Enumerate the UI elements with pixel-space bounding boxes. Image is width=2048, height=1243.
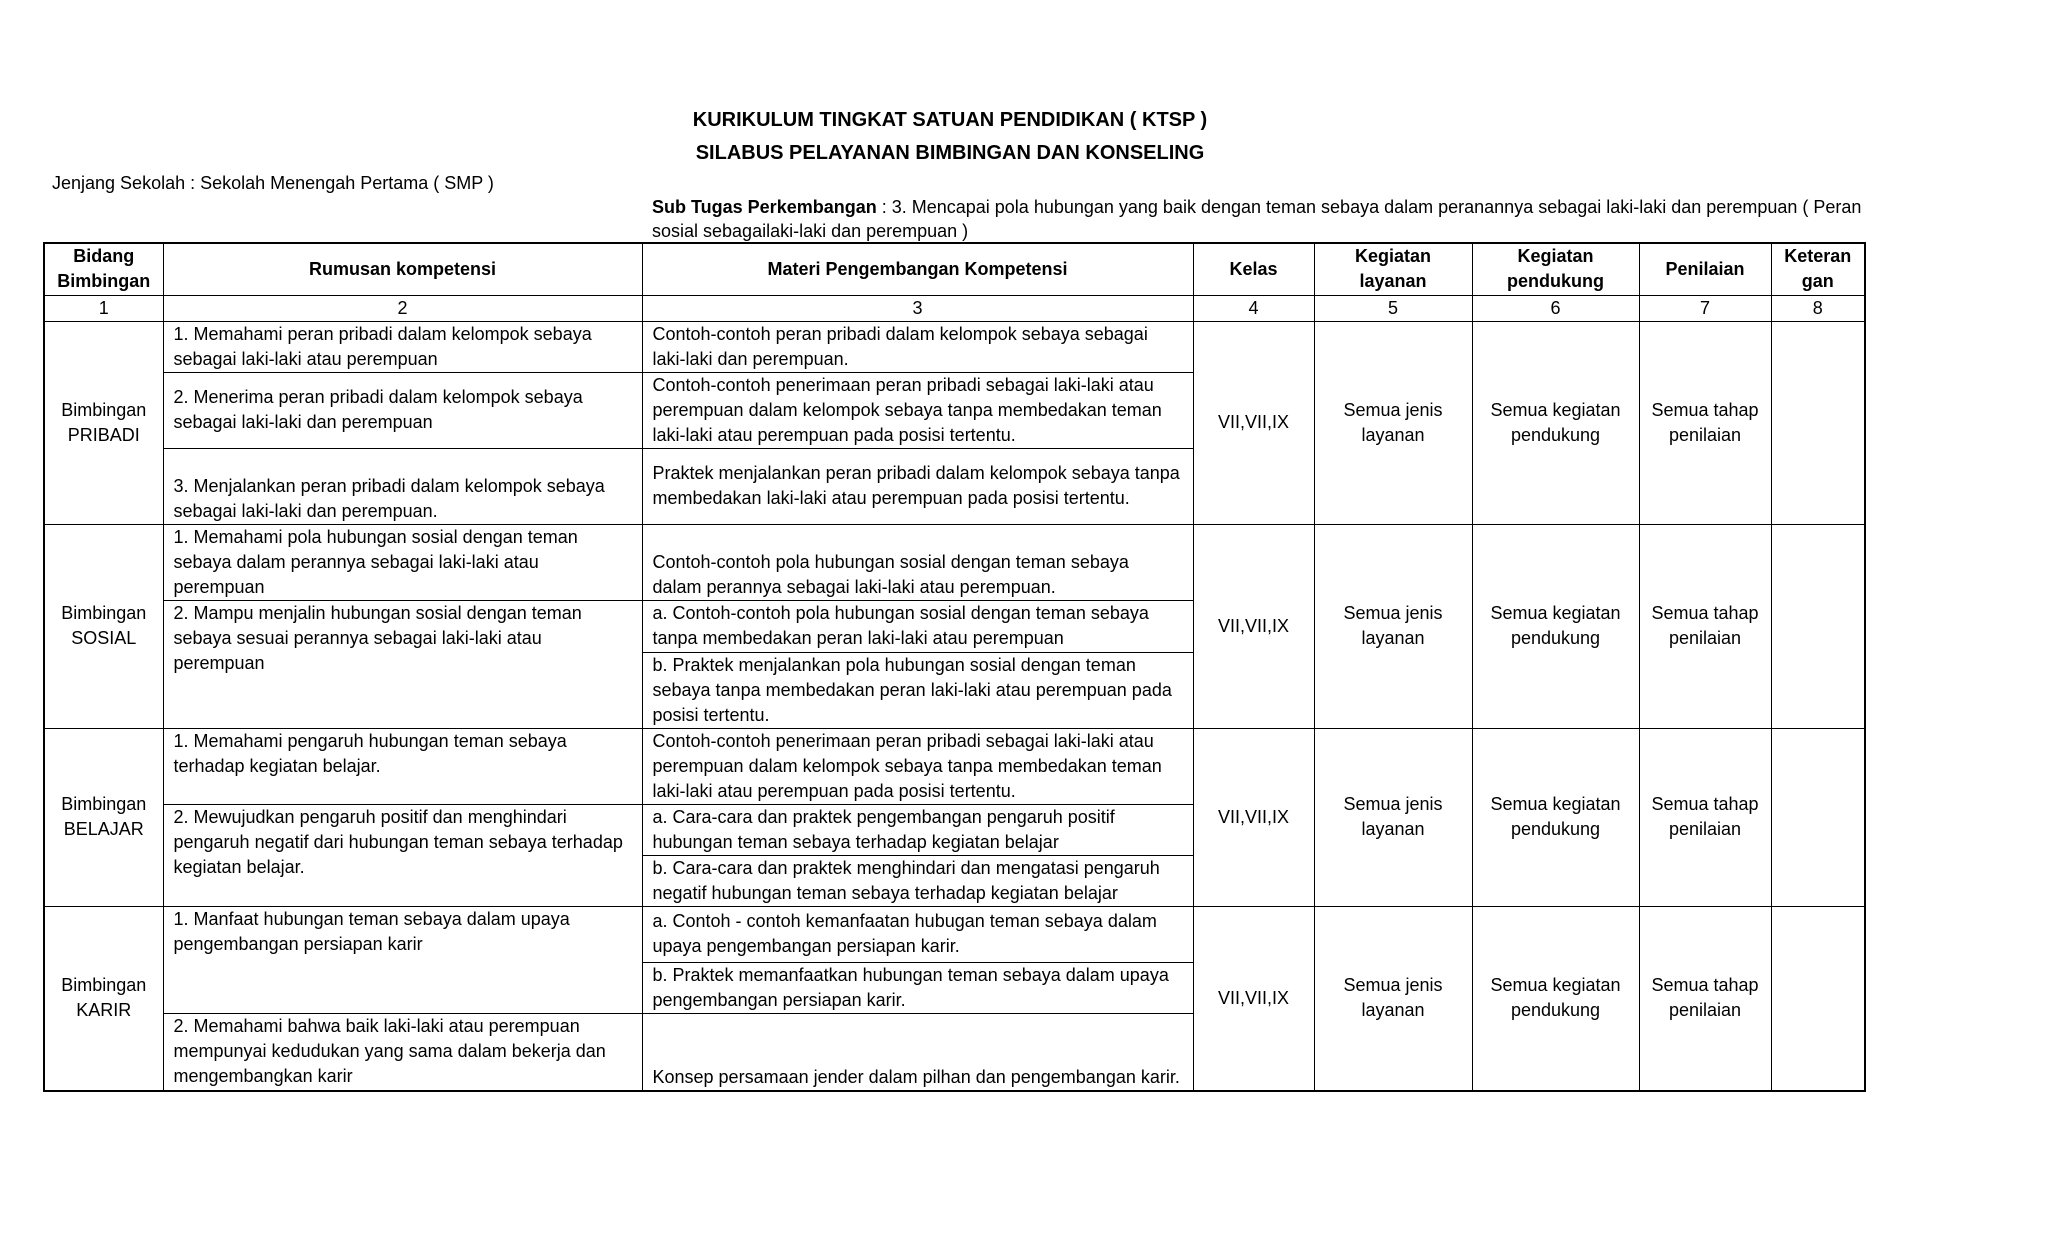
- table-row: [44, 321, 1865, 372]
- rumusan-cell: 1. Memahami peran pribadi dalam kelompok sebaya sebagai laki-laki atau perempuan: [163, 321, 642, 372]
- rumusan-cell: 2. Mewujudkan pengaruh positif dan menghindari pengaruh negatif dari hubungan teman sebaya terhadap kegiatan belajar.: [163, 804, 642, 906]
- materi-cell: a. Contoh - contoh kemanfaatan hubugan teman sebaya dalam upaya pengembangan persiapan karir.: [642, 906, 1193, 962]
- bidang-karir: Bimbingan KARIR: [44, 906, 163, 1091]
- header-bidang: Bidang Bimbingan: [44, 243, 163, 295]
- rumusan-cell: 1. Memahami pengaruh hubungan teman sebaya terhadap kegiatan belajar.: [163, 728, 642, 804]
- sub-tugas-perkembangan: [652, 195, 1872, 243]
- header-keterangan: Keteran gan: [1771, 243, 1865, 295]
- materi-cell: b. Cara-cara dan praktek menghindari dan mengatasi pengaruh negatif hubungan teman sebaya terhadap kegiatan belajar: [642, 855, 1193, 906]
- col-number: 1: [44, 295, 163, 321]
- penilaian-cell: Semua tahap penilaian: [1639, 906, 1771, 1091]
- kelas-cell: VII,VII,IX: [1193, 321, 1314, 524]
- col-number: 8: [1771, 295, 1865, 321]
- layanan-cell: Semua jenis layanan: [1314, 524, 1472, 728]
- pendukung-cell: Semua kegiatan pendukung: [1472, 906, 1639, 1091]
- kelas-cell: VII,VII,IX: [1193, 728, 1314, 906]
- col-number: 5: [1314, 295, 1472, 321]
- materi-cell: b. Praktek menjalankan pola hubungan sosial dengan teman sebaya tanpa membedakan peran laki-laki atau perempuan pada posisi tertentu.: [642, 652, 1193, 728]
- table-row: [44, 524, 1865, 600]
- col-number: 7: [1639, 295, 1771, 321]
- keterangan-cell: [1771, 906, 1865, 1091]
- sub-tugas-text: : 3. Mencapai pola hubungan yang baik dengan teman sebaya dalam peranannya sebagai laki-laki dan perempuan ( Peran sosial sebagailaki-laki dan perempuan ): [652, 197, 1862, 241]
- materi-cell: Contoh-contoh peran pribadi dalam kelompok sebaya sebagai laki-laki dan perempuan.: [642, 321, 1193, 372]
- penilaian-cell: Semua tahap penilaian: [1639, 728, 1771, 906]
- materi-cell: a. Cara-cara dan praktek pengembangan pengaruh positif hubungan teman sebaya terhadap kegiatan belajar: [642, 804, 1193, 855]
- pendukung-cell: Semua kegiatan pendukung: [1472, 524, 1639, 728]
- sub-tugas-label: Sub Tugas Perkembangan: [652, 197, 877, 217]
- keterangan-cell: [1771, 321, 1865, 524]
- kelas-cell: VII,VII,IX: [1193, 524, 1314, 728]
- rumusan-cell: 1. Memahami pola hubungan sosial dengan teman sebaya dalam perannya sebagai laki-laki atau perempuan: [163, 524, 642, 600]
- col-number: 4: [1193, 295, 1314, 321]
- col-number: 3: [642, 295, 1193, 321]
- layanan-cell: Semua jenis layanan: [1314, 728, 1472, 906]
- keterangan-cell: [1771, 524, 1865, 728]
- number-row: [44, 295, 1865, 321]
- rumusan-cell: 2. Mampu menjalin hubungan sosial dengan teman sebaya sesuai perannya sebagai laki-laki atau perempuan: [163, 600, 642, 728]
- bidang-pribadi: Bimbingan PRIBADI: [44, 321, 163, 524]
- materi-cell: b. Praktek memanfaatkan hubungan teman sebaya dalam upaya pengembangan persiapan karir.: [642, 962, 1193, 1013]
- layanan-cell: Semua jenis layanan: [1314, 906, 1472, 1091]
- col-number: 2: [163, 295, 642, 321]
- bidang-sosial: Bimbingan SOSIAL: [44, 524, 163, 728]
- rumusan-cell: 2. Memahami bahwa baik laki-laki atau perempuan mempunyai kedudukan yang sama dalam bekerja dan mengembangkan karir: [163, 1013, 642, 1091]
- header-row: [44, 243, 1865, 295]
- table-row: [44, 906, 1865, 962]
- penilaian-cell: Semua tahap penilaian: [1639, 524, 1771, 728]
- materi-cell: Konsep persamaan jender dalam pilhan dan pengembangan karir.: [642, 1013, 1193, 1091]
- header-kelas: Kelas: [1193, 243, 1314, 295]
- header-penilaian: Penilaian: [1639, 243, 1771, 295]
- header-kegiatan-pendukung: Kegiatan pendukung: [1472, 243, 1639, 295]
- header-kegiatan-layanan: Kegiatan layanan: [1314, 243, 1472, 295]
- rumusan-cell: 1. Manfaat hubungan teman sebaya dalam upaya pengembangan persiapan karir: [163, 906, 642, 1013]
- document-subtitle: SILABUS PELAYANAN BIMBINGAN DAN KONSELING: [695, 142, 1205, 164]
- pendukung-cell: Semua kegiatan pendukung: [1472, 728, 1639, 906]
- document-title: KURIKULUM TINGKAT SATUAN PENDIDIKAN ( KTSP ): [692, 109, 1208, 131]
- materi-cell: Contoh-contoh penerimaan peran pribadi sebagai laki-laki atau perempuan dalam kelompok sebaya tanpa membedakan teman laki-laki atau perempuan pada posisi tertentu.: [642, 728, 1193, 804]
- materi-cell: Praktek menjalankan peran pribadi dalam kelompok sebaya tanpa membedakan laki-laki atau perempuan pada posisi tertentu.: [642, 448, 1193, 524]
- kelas-cell: VII,VII,IX: [1193, 906, 1314, 1091]
- header-rumusan: Rumusan kompetensi: [163, 243, 642, 295]
- jenjang-sekolah: Jenjang Sekolah : Sekolah Menengah Pertama ( SMP ): [52, 173, 494, 193]
- penilaian-cell: Semua tahap penilaian: [1639, 321, 1771, 524]
- rumusan-cell: 2. Menerima peran pribadi dalam kelompok sebaya sebagai laki-laki dan perempuan: [163, 372, 642, 448]
- materi-cell: Contoh-contoh penerimaan peran pribadi sebagai laki-laki atau perempuan dalam kelompok sebaya tanpa membedakan teman laki-laki atau perempuan pada posisi tertentu.: [642, 372, 1193, 448]
- bidang-belajar: Bimbingan BELAJAR: [44, 728, 163, 906]
- silabus-table: [43, 242, 1866, 1092]
- pendukung-cell: Semua kegiatan pendukung: [1472, 321, 1639, 524]
- materi-cell: a. Contoh-contoh pola hubungan sosial dengan teman sebaya tanpa membedakan peran laki-laki atau perempuan: [642, 600, 1193, 652]
- keterangan-cell: [1771, 728, 1865, 906]
- header-materi: Materi Pengembangan Kompetensi: [642, 243, 1193, 295]
- col-number: 6: [1472, 295, 1639, 321]
- layanan-cell: Semua jenis layanan: [1314, 321, 1472, 524]
- table-row: [44, 728, 1865, 804]
- rumusan-cell: 3. Menjalankan peran pribadi dalam kelompok sebaya sebagai laki-laki dan perempuan.: [163, 448, 642, 524]
- materi-cell: Contoh-contoh pola hubungan sosial dengan teman sebaya dalam perannya sebagai laki-laki atau perempuan.: [642, 524, 1193, 600]
